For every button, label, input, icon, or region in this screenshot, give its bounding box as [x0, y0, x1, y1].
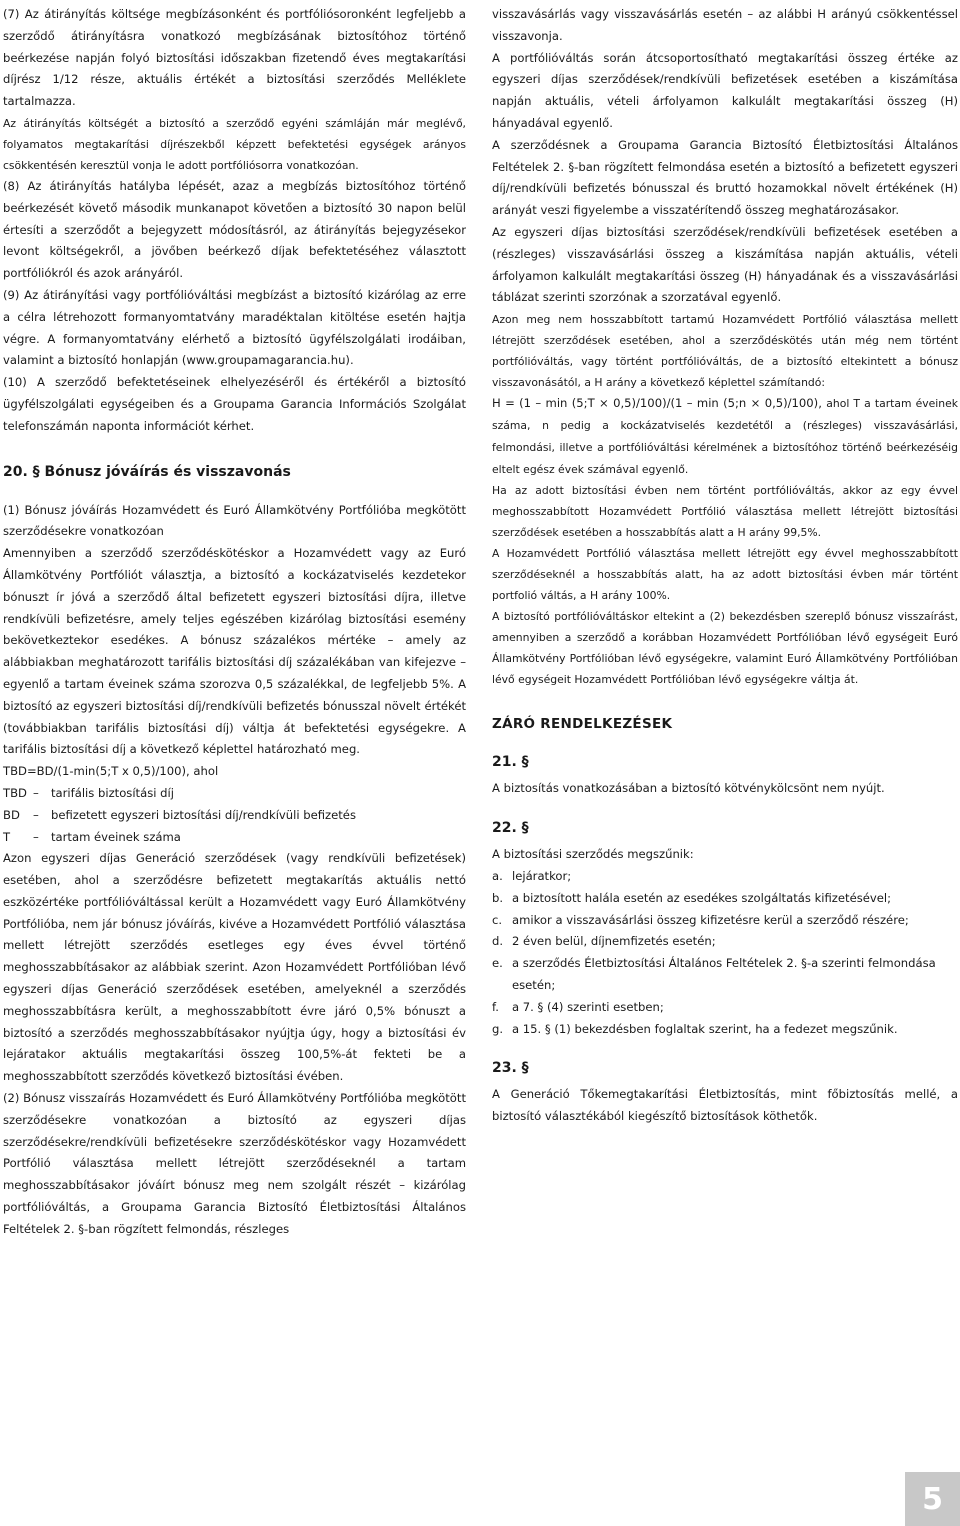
list-item: f. a 7. § (4) szerinti esetben;	[492, 999, 664, 1014]
page-number: 5	[905, 1472, 960, 1526]
section-22-intro: A biztosítási szerződés megszűnik:	[492, 847, 694, 862]
list-item: g. a 15. § (1) bekezdésben foglaltak szerint, ha a fedezet megszűnik.	[492, 1021, 898, 1036]
left-column	[3, 4, 466, 1241]
list-item: d. 2 éven belül, díjnemfizetés esetén;	[492, 934, 716, 949]
paragraph-8: (8) Az átirányítás hatályba lépését, azaz a megbízás biztosítóhoz történő beérkezését követő második munkanapot követően a biztosító 30 napon belül értesíti a szerződőt a bejegyzett módosításról, az átirányítás bejegyzésekor levont költségekről, a jövőben beérkező díjak befektetéséhez választott portfóliókról és azok arányáról.	[3, 178, 466, 281]
right-paragraph-4: Az egyszeri díjas biztosítási szerződések/rendkívüli befizetések esetében a (részleges) visszavásárlási összeg a kiszámítása napján aktuális, vételi árfolyamon kalkulált megtakarítási összeg (H) hányadának és a visszavásárlási táblázat szerinti szorzónak a szorzatával egyenlő.	[492, 224, 958, 305]
subsection-2-title: (2) Bónusz visszaírás Hozamvédett és Euró Államkötvény Portfólióba megkötött szerződésekre vonatkozóan a biztosító az egyszeri díjas szerződésekre/rendkívüli befizetésekre szerződéskötéskor vagy Hozamvédett Portfólió választása mellett létrejött szerződéseknél a tartam meghosszabbításakor jóváírt bónusz meg nem szolgált részét – kizárólag portfólióváltás, a Groupama Garancia Biztosító Életbiztosítási Általános Feltételek 2. §-ban rögzített felmondás, részleges	[3, 1091, 466, 1236]
right-paragraph-8: A biztosító portfólióváltáskor eltekint a (2) bekezdésben szereplő bónusz visszaírást, amennyiben a szerződő a korábban Hozamvédett Portfólióban lévő egységeit Euró Államkötvény Portfólióban lévő egységekre, valamint Euró Államkötvény Portfólióban lévő egységeit Hozamvédett Portfólióban lévő egységekre váltja át.	[492, 610, 958, 687]
paragraph-7b: Az átirányítás költségét a biztosító a szerződő egyéni számláján már meglévő, folyamatos megtakarítási díjrészekből képzett befektetési egységek arányos csökkentésén keresztül vonja le adott portfóliósorra vonatkozóan.	[3, 116, 466, 172]
right-paragraph-5	[492, 393, 958, 480]
right-paragraph-4b: Azon meg nem hosszabbított tartamú Hozamvédett Portfólió választása mellett létrejött szerződések esetében, ahol a szerződéskötés után még nem történt portfólióváltás, vagy történt portfólióváltás, de a biztosító eltekintett a bónusz visszavonásától, a H arány a következő képlettel számítandó:	[492, 313, 958, 390]
right-paragraph-2: A portfólióváltás során átcsoportosítható megtakarítási összeg értéke az egyszeri díjas szerződések/rendkívüli befizetések esetében a kiszámítása napján aktuális, vételi árfolyamon kalkulált megtakarítási összeg (H) hányadával egyenlő.	[492, 50, 958, 130]
section-20-title: 20. § Bónusz jóváírás és visszavonás	[3, 463, 291, 480]
right-column	[492, 4, 958, 1128]
paragraph-10: (10) A szerződő befektetéseinek elhelyezéséről és értékéről a biztosító ügyfélszolgálati egységeiben és a Groupama Garancia Információs Szolgálat telefonszámán naponta információt kérhet.	[3, 375, 466, 433]
right-paragraph-7: A Hozamvédett Portfólió választása mellett létrejött egy évvel meghosszabbított szerződéseknél a hosszabbítás alatt, ha az adott biztosítási évben már történt portfolió váltás, a H arány 100%.	[492, 547, 958, 603]
section-22-title: 22. §	[492, 820, 529, 837]
list-item: a. lejáratkor;	[492, 868, 572, 883]
list-item: c. amikor a visszavásárlási összeg kifizetésre kerül a szerződő részére;	[492, 912, 909, 927]
formula-tbd: TBD=BD/(1-min(5;T x 0,5)/100), ahol	[3, 764, 219, 779]
section-21-text: A biztosítás vonatkozásában a biztosító kötvénykölcsönt nem nyújt.	[492, 781, 885, 796]
termination-list	[492, 866, 958, 1040]
subsection-1-title: (1) Bónusz jóváírás Hozamvédett és Euró Államkötvény Portfólióba megkötött szerződésekre vonatkozóan	[3, 502, 466, 539]
subsection-1-text-2: Azon egyszeri díjas Generáció szerződések (vagy rendkívüli befizetések) esetében, ahol a szerződésre befizetett megtakarítás aktuális nettó eszközértéke portfólióváltással került a Hozamvédett vagy Euró Államkötvény Portfólióba, nem jár bónusz jóváírás, kivéve a Hozamvédett Portfólió választása mellett létrejött szerződés esetleges egy éves évvel történő meghosszabbításakor az alábbiak szerint. Azon Hozamvédett Portfólióban lévő egyszeri díjas Generáció szerződések esetében, amelyeknél a szerződés meghosszabbításra került, a meghosszabbított évre járó 0,5% bónuszt a biztosító a szerződés meghosszabbításakor nyújtja úgy, hogy a biztosítási év lejáratakor aktuális megtakarítási összeg 100,5%-át fekteti be a meghosszabbított szerződés következő biztosítási évében.	[3, 851, 466, 1084]
paragraph-7: (7) Az átirányítás költsége megbízásonként és portfóliósoronként legfeljebb a szerződő átirányításra vonatkozó megbízásának biztosítóhoz történő beérkezése napján folyó biztosítási időszakban fizetendő éves megtakarítási díjrész 1/12 része, aktuális értékét a biztosítási szerződés Melléklete tartalmazza.	[3, 7, 466, 109]
right-paragraph-6: Ha az adott biztosítási évben nem történt portfólióváltás, akkor az egy évvel meghosszabbított Hozamvédett Portfólió választása mellett létrejött biztosítási szerződések esetében a hosszabbítás alatt a H arány 99,5%.	[492, 484, 958, 540]
section-23-title: 23. §	[492, 1060, 529, 1077]
right-paragraph-3: A szerződésnek a Groupama Garancia Biztosító Életbiztosítási Általános Feltételek 2. §-ban rögzített felmondása esetén a biztosító a befizetett egyszeri díj/rendkívüli befizetés bónusszal és bruttó hozamokkal növelt értékének (H) arányát veszi figyelembe a visszatérítendő összeg meghatározásakor.	[492, 137, 958, 218]
right-paragraph-1: visszavásárlás vagy visszavásárlás esetén – az alábbi H arányú csökkentéssel visszavonja.	[492, 7, 958, 43]
formula-h-explanation: ahol T a tartam éveinek száma, n pedig a kockázatviselés kezdetétől a (részleges) visszavásárlási, felmondási, illetve a portfólióváltási kérelmének a biztosítóhoz történő beérkezéséig eltelt egész évek számával egyenlő.	[492, 397, 959, 476]
definition-item: T – tartam éveinek száma	[3, 829, 181, 844]
list-item: b. a biztosított halála esetén az esedékes szolgáltatás kifizetésével;	[492, 890, 891, 905]
definition-item: TBD – tarifális biztosítási díj	[3, 785, 174, 800]
formula-h: H = (1 – min (5;T × 0,5)/100)/(1 – min (5;n × 0,5)/100),	[492, 396, 822, 411]
closing-provisions-title: ZÁRÓ RENDELKEZÉSEK	[492, 716, 673, 733]
definition-item: BD – befizetett egyszeri biztosítási díj/rendkívüli befizetés	[3, 807, 356, 822]
definition-list	[3, 783, 466, 848]
list-item: e. a szerződés Életbiztosítási Általános Feltételek 2. §-a szerinti felmondása esetén;	[492, 956, 936, 992]
paragraph-9: (9) Az átirányítási vagy portfólióváltási megbízást a biztosító kizárólag az erre a célra létrehozott formanyomtatvány maradéktalan kitöltése esetén hajtja végre. A formanyomtatvány elérhető a biztosító ügyfélszolgálati irodáiban, valamint a biztosító honlapján (www.groupamagarancia.hu).	[3, 287, 466, 368]
section-23-text: A Generáció Tőkemegtakarítási Életbiztosítás, mint főbiztosítás mellé, a biztosító választékából kiegészítő biztosítások köthetők.	[492, 1087, 958, 1124]
section-21-title: 21. §	[492, 754, 529, 771]
subsection-1-text: Amennyiben a szerződő szerződéskötéskor a Hozamvédett vagy az Euró Államkötvény Portfóliót választja, a biztosító a kockázatviselés kezdetekor bónuszt ír jóvá a szerződő által befizetett egyszeri biztosítási díjra, illetve rendkívüli befizetésre, amely teljes egészében kizárólag biztosítási esemény bekövetkeztekor esedékes. A bónusz százalékos mértéke – amely az alábbiakban meghatározott tarifális biztosítási díj százalékában van kifejezve – egyenlő a tartam éveinek száma szorozva 0,5 százalékkal, de legfeljebb 5%. A biztosító az egyszeri biztosítási díj/rendkívüli befizetés bónusszal növelt értékét (továbbiakban tarifális biztosítási díj) váltja át befektetési egységekre. A tarifális biztosítási díj a következő képlettel határozható meg.	[3, 546, 466, 757]
